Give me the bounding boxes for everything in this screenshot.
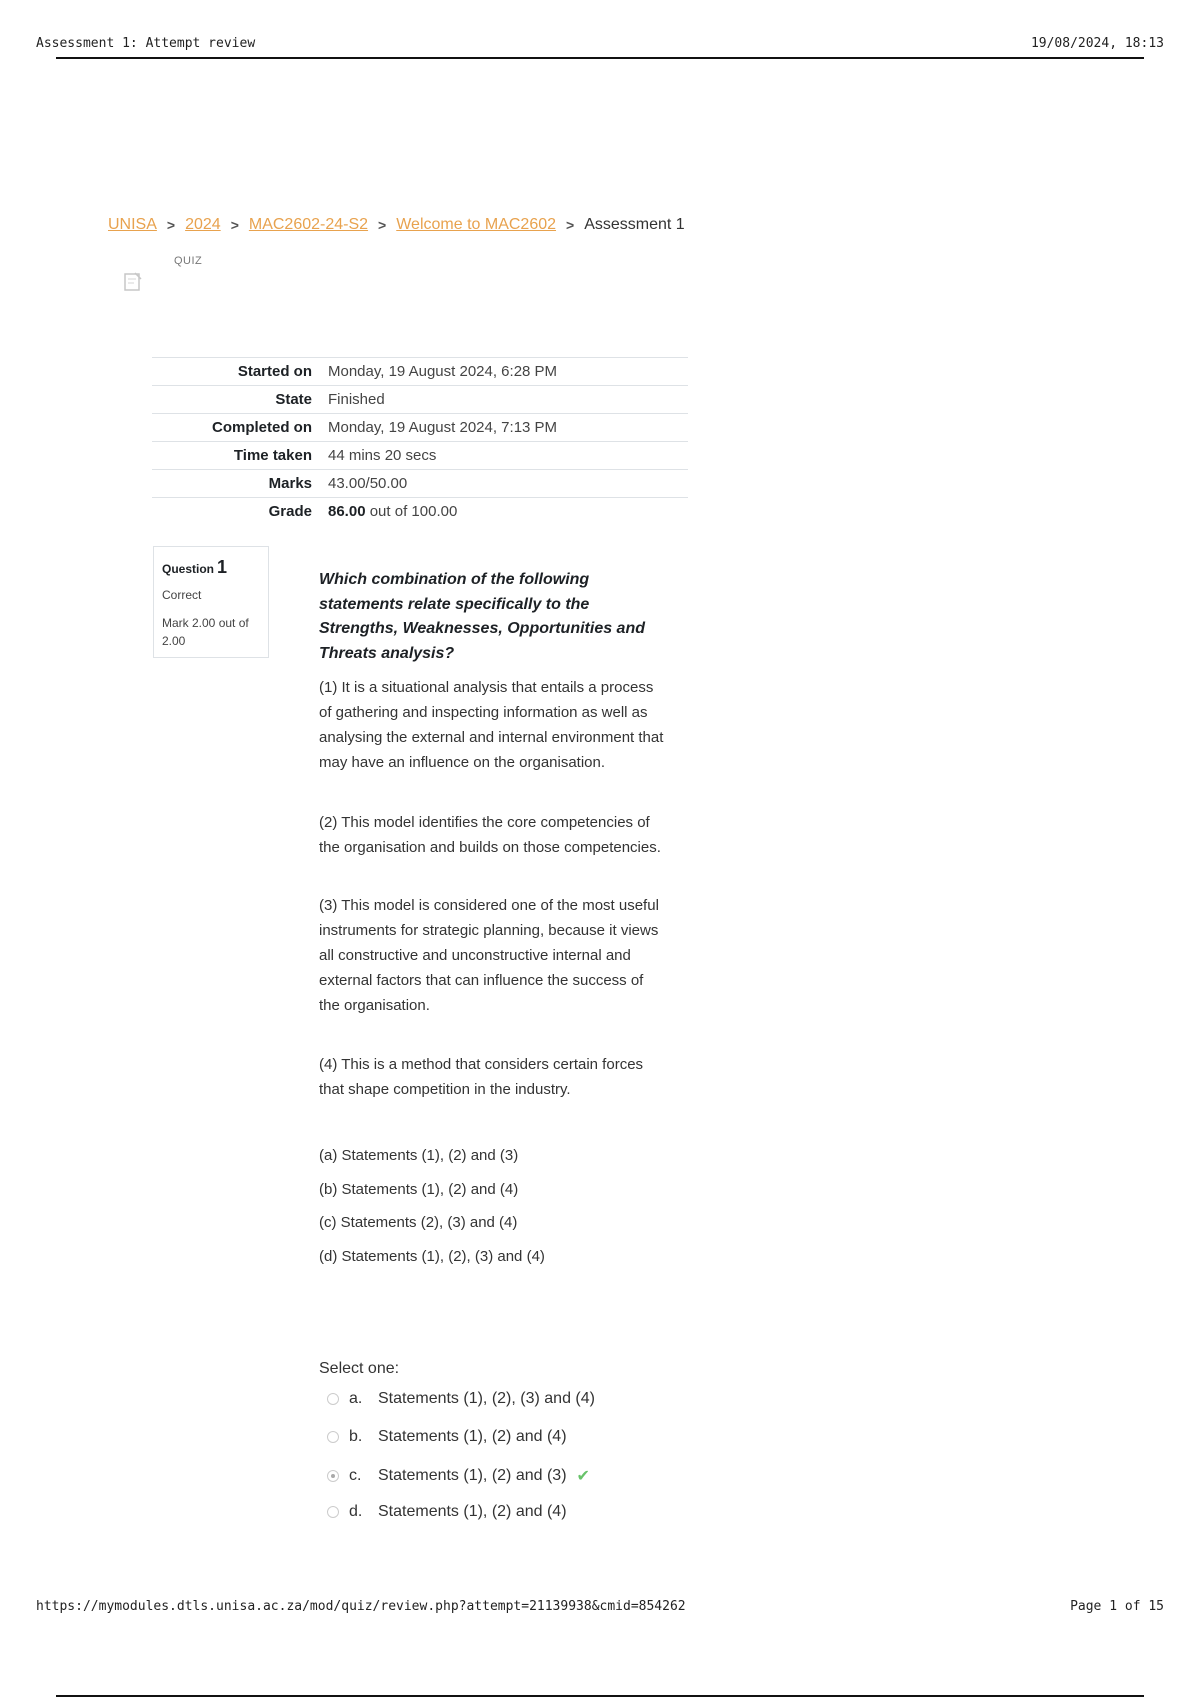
question-state: Correct [162, 588, 202, 602]
question-option-text: (d) Statements (1), (2), (3) and (4) [319, 1248, 545, 1265]
radio-button-selected[interactable] [327, 1470, 339, 1482]
answer-letter: a. [349, 1390, 363, 1407]
grade-score: 86.00 [328, 503, 366, 521]
summary-row-grade [152, 498, 688, 526]
select-one-label: Select one: [319, 1360, 400, 1377]
summary-label: Marks [268, 475, 312, 492]
summary-value: Monday, 19 August 2024, 7:13 PM [328, 419, 558, 436]
question-statement: (2) This model identifies the core competencies of the organisation and builds on those competencies. [319, 814, 661, 856]
question-number: 1 [217, 557, 228, 577]
answer-text: Statements (1), (2) and (4) [378, 1428, 567, 1445]
question-option-text: (b) Statements (1), (2) and (4) [319, 1181, 519, 1198]
breadcrumb-link-course[interactable]: MAC2602-24-S2 [248, 216, 369, 233]
summary-value: 43.00/50.00 [328, 475, 408, 492]
chevron-right-icon: > [230, 217, 239, 233]
print-title: Assessment 1: Attempt review [36, 36, 256, 51]
chevron-right-icon: > [566, 217, 575, 233]
summary-value [328, 498, 688, 526]
chevron-right-icon: > [166, 217, 176, 233]
question-title: Which combination of the following statements relate specifically to the Strengths, Weaknesses, Opportunities and Threats analysis? [319, 571, 645, 662]
activity-type-label: QUIZ [174, 255, 203, 267]
question-statement: (4) This is a method that considers certain forces that shape competition in the industry. [319, 1056, 644, 1098]
breadcrumb-link-section[interactable]: Welcome to MAC2602 [396, 216, 557, 233]
footer-divider [56, 1695, 1144, 1697]
summary-label: Time taken [233, 447, 312, 464]
breadcrumb-current: Assessment 1 [584, 216, 685, 233]
answer-option-d[interactable] [319, 1503, 567, 1521]
answer-letter: c. [349, 1467, 362, 1484]
breadcrumb-link-year[interactable]: 2024 [185, 216, 221, 233]
breadcrumb-link-unisa[interactable]: UNISA [108, 216, 157, 233]
summary-row-time [152, 442, 688, 470]
summary-label: Grade [268, 503, 312, 521]
answer-option-c[interactable] [319, 1466, 590, 1486]
question-statement: (3) This model is considered one of the most useful instruments for strategic planning, because it views all constructive and unconstructive internal and external factors that can influence the success of the organisation. [319, 897, 659, 1014]
question-option-text: (c) Statements (2), (3) and (4) [319, 1214, 518, 1231]
answer-text: Statements (1), (2), (3) and (4) [378, 1390, 595, 1407]
grade-total: out of 100.00 [369, 503, 458, 521]
page-url: https://mymodules.dtls.unisa.ac.za/mod/quiz/review.php?attempt=21139938&cmid=854262 [36, 1599, 686, 1614]
print-footer [36, 1599, 1164, 1614]
summary-row-marks [152, 470, 688, 498]
summary-label: Started on [237, 363, 312, 380]
answer-letter: b. [349, 1428, 363, 1445]
summary-value: 44 mins 20 secs [328, 447, 437, 464]
answer-text: Statements (1), (2) and (4) [378, 1503, 567, 1520]
summary-label: State [275, 391, 312, 408]
question-number-line [162, 557, 260, 578]
quiz-icon [124, 272, 142, 292]
radio-button[interactable] [327, 1393, 339, 1405]
answer-text: Statements (1), (2) and (3) [378, 1467, 567, 1484]
page-number: Page 1 of 15 [1070, 1599, 1164, 1614]
summary-row-started [152, 358, 688, 386]
correct-check-icon: ✔ [576, 1468, 590, 1485]
header-divider [56, 57, 1144, 59]
answer-option-b[interactable] [319, 1428, 567, 1446]
print-header [36, 36, 1164, 51]
summary-row-state [152, 386, 688, 414]
question-mark: Mark 2.00 out of 2.00 [162, 616, 249, 648]
summary-label: Completed on [212, 419, 312, 436]
attempt-summary-table [152, 357, 688, 526]
question-label: Question [162, 562, 215, 576]
breadcrumb [108, 216, 685, 234]
summary-row-completed [152, 414, 688, 442]
radio-button[interactable] [327, 1431, 339, 1443]
summary-value: Finished [328, 391, 385, 408]
question-statement: (1) It is a situational analysis that entails a process of gathering and inspecting information as well as analysing the external and internal environment that may have an influence on the organisation. [319, 679, 664, 771]
question-info-box [153, 546, 269, 658]
answer-option-a[interactable] [319, 1390, 595, 1408]
select-one-prompt [319, 1360, 399, 1378]
summary-value: Monday, 19 August 2024, 6:28 PM [328, 363, 558, 380]
print-datetime: 19/08/2024, 18:13 [1030, 36, 1164, 51]
answer-letter: d. [349, 1503, 363, 1520]
chevron-right-icon: > [378, 217, 387, 233]
radio-button[interactable] [327, 1506, 339, 1518]
question-option-text: (a) Statements (1), (2) and (3) [319, 1147, 519, 1164]
